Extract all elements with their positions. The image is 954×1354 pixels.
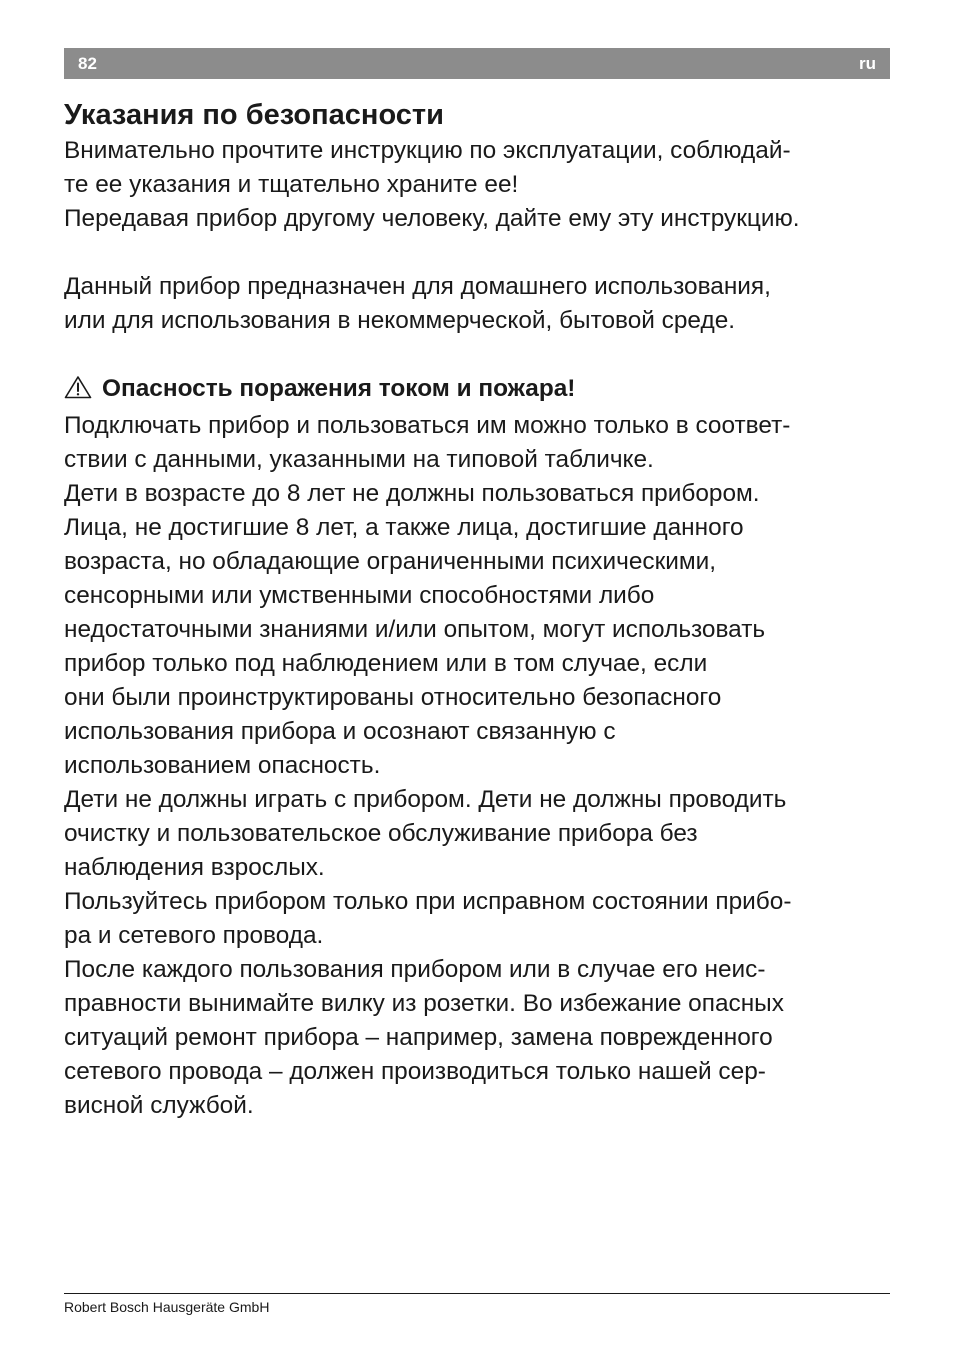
text-line: Пользуйтесь прибором только при исправном состоянии прибо-: [64, 888, 792, 915]
text-line: Подключать прибор и пользоваться им можно только в соответ-: [64, 412, 791, 439]
text-line: ствии с данными, указанными на типовой табличке.: [64, 446, 654, 473]
text-line: Дети в возрасте до 8 лет не должны пользоваться прибором.: [64, 480, 760, 507]
section-title: Указания по безопасности: [64, 99, 444, 131]
text-line: ра и сетевого провода.: [64, 922, 324, 949]
text-line: возраста, но обладающие ограниченными психическими,: [64, 548, 717, 575]
text-line: использованием опасность.: [64, 752, 381, 779]
warning-heading-text: Опасность поражения током и пожара!: [102, 375, 576, 402]
text-line: те ее указания и тщательно храните ее!: [64, 171, 519, 198]
page-content: [64, 96, 904, 1123]
text-line: очистку и пользовательское обслуживание прибора без: [64, 820, 698, 847]
text-line: Дети не должны играть с прибором. Дети не должны проводить: [64, 786, 787, 813]
page-header-bar: [64, 48, 890, 79]
text-line: сенсорными или умственными способностями либо: [64, 582, 655, 609]
spacer: [64, 236, 904, 270]
text-line: правности вынимайте вилку из розетки. Во избежание опасных: [64, 990, 784, 1017]
text-line: они были проинструктированы относительно безопасного: [64, 684, 722, 711]
text-line: или для использования в некоммерческой, бытовой среде.: [64, 307, 736, 334]
text-line: висной службой.: [64, 1092, 254, 1119]
text-line: Внимательно прочтите инструкцию по эксплуатации, соблюдай-: [64, 137, 791, 164]
footer-divider: [64, 1293, 890, 1294]
text-line: сетевого провода – должен производиться только нашей сер-: [64, 1058, 766, 1085]
text-line: недостаточными знаниями и/или опытом, могут использовать: [64, 616, 766, 643]
intro-paragraph: [64, 134, 904, 236]
warning-heading: [64, 372, 904, 409]
text-line: ситуаций ремонт прибора – например, замена поврежденного: [64, 1024, 773, 1051]
text-line: прибор только под наблюдением или в том случае, если: [64, 650, 708, 677]
text-line: использования прибора и осознают связанную с: [64, 718, 616, 745]
text-line: Передавая прибор другому человеку, дайте ему эту инструкцию.: [64, 205, 800, 232]
warning-body: [64, 409, 904, 1123]
usage-paragraph: [64, 270, 904, 338]
text-line: наблюдения взрослых.: [64, 854, 325, 881]
page-number: 82: [78, 54, 97, 73]
warning-triangle-icon: [64, 375, 92, 409]
text-line: После каждого пользования прибором или в случае его неис-: [64, 956, 766, 983]
footer-company: Robert Bosch Hausgeräte GmbH: [64, 1299, 270, 1315]
spacer: [64, 338, 904, 372]
text-line: Данный прибор предназначен для домашнего использования,: [64, 273, 771, 300]
text-line: Лица, не достигшие 8 лет, а также лица, достигшие данного: [64, 514, 744, 541]
language-code: ru: [859, 54, 876, 73]
